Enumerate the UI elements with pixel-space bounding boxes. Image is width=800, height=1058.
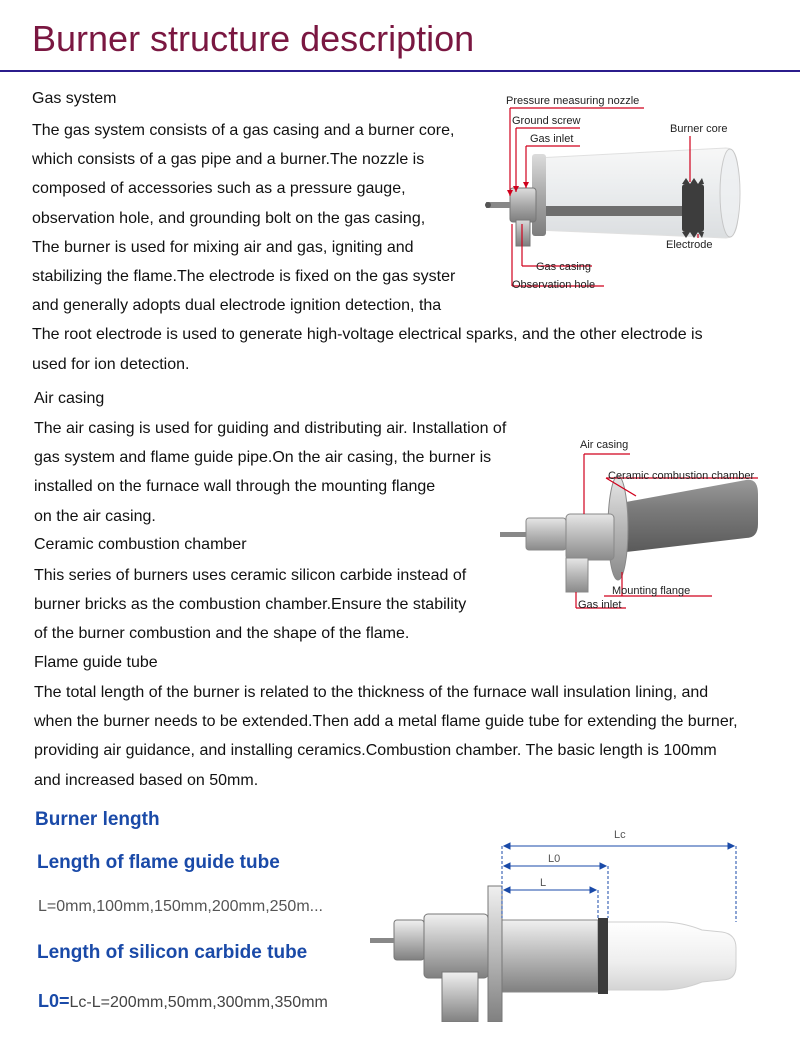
text-line: stabilizing the flame.The electrode is fixed on the gas syster [32,268,456,286]
page-title: Burner structure description [32,18,475,59]
label-pressure-nozzle: Pressure measuring nozzle [506,95,640,107]
dim-l0: L0 [548,853,561,865]
air-casing-figure [486,432,786,632]
ceramic-chamber-text [34,561,466,649]
label-air-casing: Air casing [580,439,629,451]
burner-length-figure [362,822,762,1022]
burner-head-icon [682,178,704,238]
text-line: and generally adopts dual electrode ignition detection, tha [32,297,442,315]
label-gas-inlet: Gas inlet [530,133,574,145]
flame-guide-heading: Flame guide tube [34,654,158,671]
sic-values: Lc-L=200mm,50mm,300mm,350mm [69,994,328,1011]
text-line: The gas system consists of a gas casing and a burner core, [32,122,455,139]
label-burner-core: Burner core [670,123,728,135]
title-divider [0,70,800,72]
text-line: installed on the furnace wall through the mounting flange [34,478,436,496]
label-gas-casing: Gas casing [536,261,592,273]
label-gas-inlet-2: Gas inlet [578,599,622,611]
air-casing-heading: Air casing [34,390,105,407]
text-line: when the burner needs to be extended.Then add a metal flame guide tube for extending the burner, [34,713,738,731]
text-line: The air casing is used for guiding and distributing air. Installation of [34,420,507,437]
text-line: burner bricks as the combustion chamber.Ensure the stability [34,596,467,614]
flame-guide-length-values: L=0mm,100mm,150mm,200mm,250m... [38,898,323,915]
sic-prefix: L0= [38,991,70,1011]
flame-guide-text [34,678,738,795]
label-ceramic-chamber: Ceramic combustion chamber [608,470,755,482]
text-line: observation hole, and grounding bolt on the gas casing, [32,209,426,227]
text-line: and increased based on 50mm. [34,771,259,789]
text-line: The burner is used for mixing air and gas, igniting and [32,238,414,256]
dim-lc: Lc [614,829,626,841]
gas-system-heading: Gas system [32,90,117,107]
flame-guide-length-heading: Length of flame guide tube [37,852,280,873]
text-line: of the burner combustion and the shape of the flame. [34,625,410,643]
text-line: composed of accessories such as a pressure gauge, [32,180,406,198]
text-line: on the air casing. [34,507,156,525]
label-mounting-flange: Mounting flange [612,585,691,597]
ceramic-chamber-heading: Ceramic combustion chamber [34,536,247,553]
label-observation-hole: Observation hole [512,279,596,291]
text-line: gas system and flame guide pipe.On the air casing, the burner is [34,449,492,467]
label-ground-screw: Ground screw [512,115,581,127]
burner-length-heading: Burner length [35,809,160,830]
burner-core-figure [476,88,796,298]
text-line: The root electrode is used to generate high-voltage electrical sparks, and the other electrode is [32,326,703,344]
sic-length-formula [38,991,328,1012]
air-casing-text [34,414,506,531]
text-line: The total length of the burner is related to the thickness of the furnace wall insulation lining, and [34,684,709,701]
dim-l: L [540,877,547,889]
text-line: used for ion detection. [32,355,190,373]
text-line: which consists of a gas pipe and a burner.The nozzle is [32,151,425,169]
sic-length-heading: Length of silicon carbide tube [37,942,308,963]
text-line: providing air guidance, and installing ceramics.Combustion chamber. The basic length is 100mm [34,742,717,760]
text-line: This series of burners uses ceramic silicon carbide instead of [34,567,467,584]
label-electrode: Electrode [666,239,713,251]
